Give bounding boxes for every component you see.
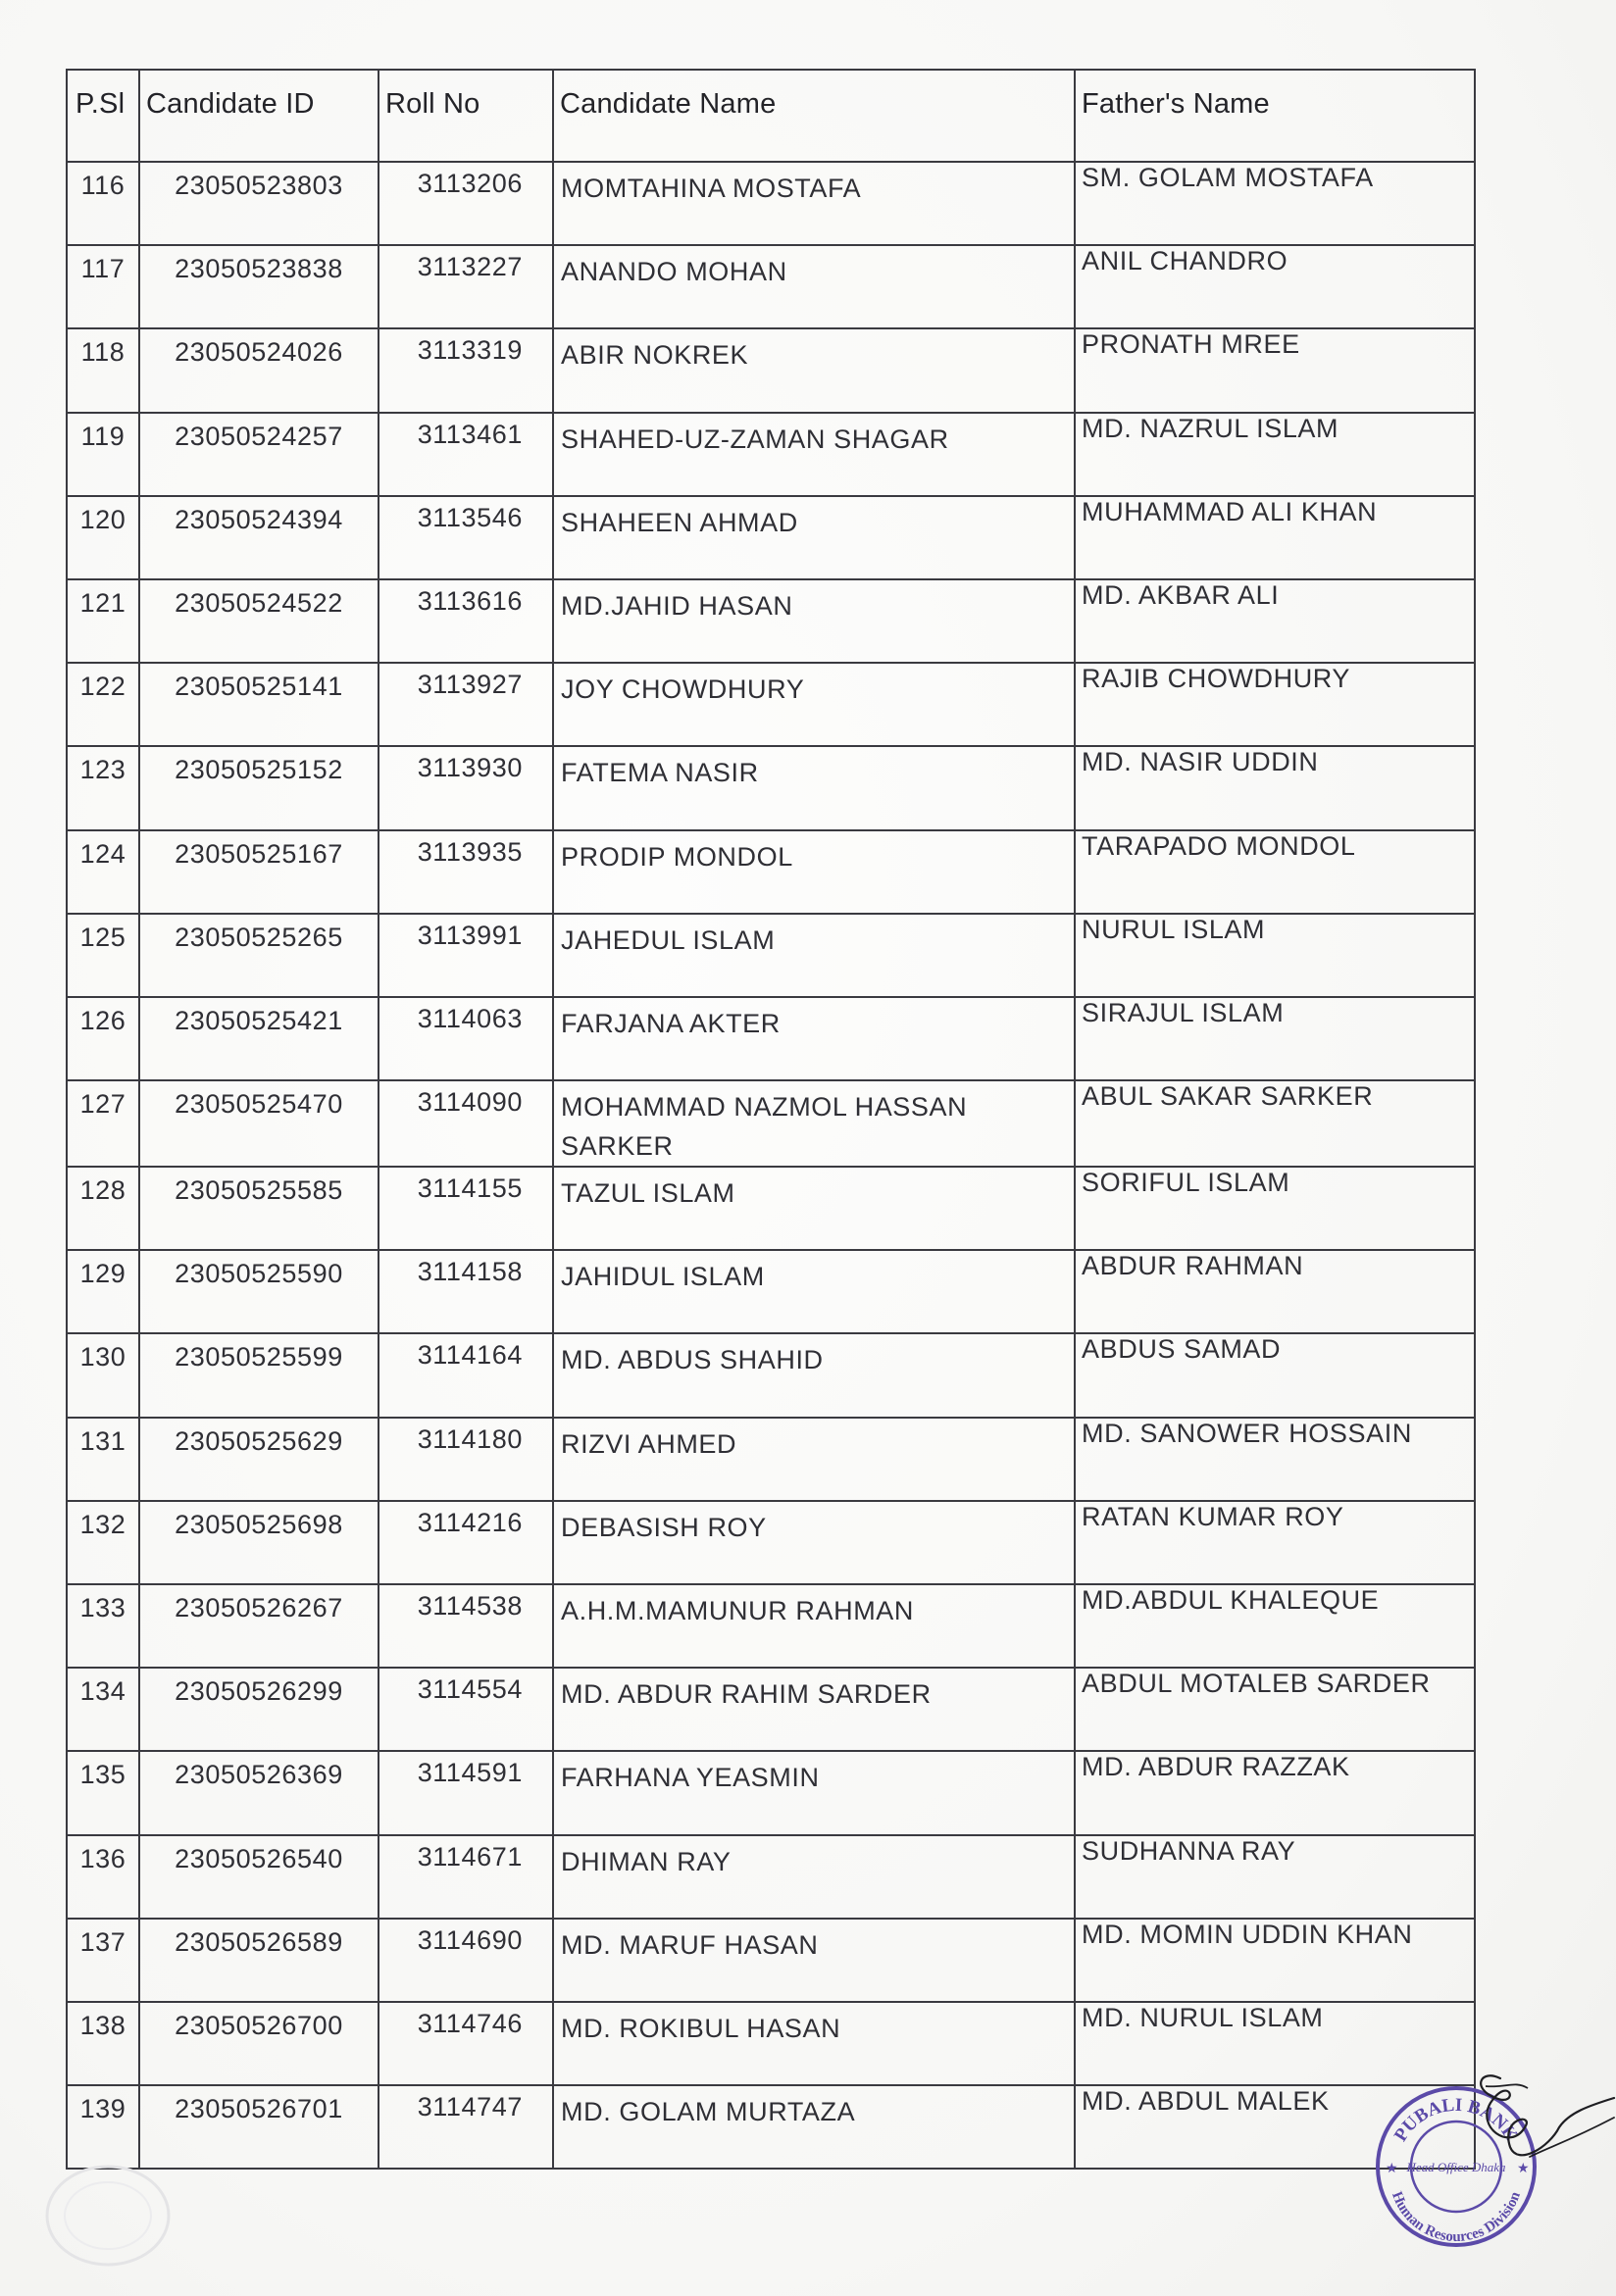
cell-psl: 118 xyxy=(67,328,139,412)
cell-psl: 125 xyxy=(67,914,139,997)
cell-psl: 136 xyxy=(67,1835,139,1919)
handwritten-signature xyxy=(1441,2059,1616,2206)
table-row xyxy=(67,1501,1475,1584)
cell-father-name: SIRAJUL ISLAM xyxy=(1075,997,1475,1080)
cell-father-name: MD. ABDUL MALEK xyxy=(1075,2085,1475,2169)
cell-candidate-id: 23050524522 xyxy=(139,579,379,663)
table-row xyxy=(67,1333,1475,1417)
cell-psl: 116 xyxy=(67,162,139,245)
cell-candidate-name: PRODIP MONDOL xyxy=(553,830,1075,914)
cell-psl: 120 xyxy=(67,496,139,579)
seal-star-right: ★ xyxy=(1517,2160,1530,2175)
cell-roll-no: 3114155 xyxy=(379,1167,553,1250)
cell-candidate-id: 23050525599 xyxy=(139,1333,379,1417)
cell-candidate-id: 23050526267 xyxy=(139,1584,379,1668)
cell-candidate-id: 23050525265 xyxy=(139,914,379,997)
header-candidate-id: Candidate ID xyxy=(139,70,379,162)
cell-candidate-name: A.H.M.MAMUNUR RAHMAN xyxy=(553,1584,1075,1668)
cell-roll-no: 3114158 xyxy=(379,1250,553,1333)
table-row xyxy=(67,1167,1475,1250)
cell-roll-no: 3113991 xyxy=(379,914,553,997)
cell-psl: 137 xyxy=(67,1919,139,2002)
cell-roll-no: 3114164 xyxy=(379,1333,553,1417)
cell-candidate-name: DHIMAN RAY xyxy=(553,1835,1075,1919)
cell-candidate-name: DEBASISH ROY xyxy=(553,1501,1075,1584)
cell-roll-no: 3113546 xyxy=(379,496,553,579)
cell-psl: 128 xyxy=(67,1167,139,1250)
cell-candidate-name: JAHIDUL ISLAM xyxy=(553,1250,1075,1333)
cell-candidate-name: FARHANA YEASMIN xyxy=(553,1751,1075,1834)
table-row xyxy=(67,245,1475,328)
cell-candidate-id: 23050524026 xyxy=(139,328,379,412)
candidate-table xyxy=(66,69,1476,2170)
cell-father-name: RATAN KUMAR ROY xyxy=(1075,1501,1475,1584)
cell-candidate-id: 23050526700 xyxy=(139,2002,379,2085)
cell-roll-no: 3113930 xyxy=(379,746,553,829)
cell-candidate-name: MD.JAHID HASAN xyxy=(553,579,1075,663)
table-row xyxy=(67,1584,1475,1668)
table-row xyxy=(67,1250,1475,1333)
cell-psl: 129 xyxy=(67,1250,139,1333)
cell-candidate-name: MD. MARUF HASAN xyxy=(553,1919,1075,2002)
cell-candidate-id: 23050525470 xyxy=(139,1080,379,1167)
cell-candidate-id: 23050525421 xyxy=(139,997,379,1080)
cell-candidate-id: 23050526589 xyxy=(139,1919,379,2002)
cell-roll-no: 3113927 xyxy=(379,663,553,746)
cell-roll-no: 3113461 xyxy=(379,413,553,496)
table-row xyxy=(67,1418,1475,1501)
cell-roll-no: 3114090 xyxy=(379,1080,553,1167)
cell-psl: 130 xyxy=(67,1333,139,1417)
cell-candidate-id: 23050525152 xyxy=(139,746,379,829)
cell-father-name: ABDUS SAMAD xyxy=(1075,1333,1475,1417)
cell-father-name: MD. NURUL ISLAM xyxy=(1075,2002,1475,2085)
cell-father-name: NURUL ISLAM xyxy=(1075,914,1475,997)
cell-roll-no: 3113935 xyxy=(379,830,553,914)
cell-father-name: MD. SANOWER HOSSAIN xyxy=(1075,1418,1475,1501)
cell-roll-no: 3114690 xyxy=(379,1919,553,2002)
cell-candidate-name: ANANDO MOHAN xyxy=(553,245,1075,328)
table-row xyxy=(67,997,1475,1080)
table-row xyxy=(67,413,1475,496)
cell-candidate-id: 23050525141 xyxy=(139,663,379,746)
cell-father-name: MUHAMMAD ALI KHAN xyxy=(1075,496,1475,579)
faded-stamp-mark xyxy=(39,2137,206,2274)
cell-candidate-id: 23050526701 xyxy=(139,2085,379,2169)
cell-candidate-id: 23050525590 xyxy=(139,1250,379,1333)
table-row xyxy=(67,2085,1475,2169)
cell-roll-no: 3114671 xyxy=(379,1835,553,1919)
cell-father-name: SUDHANNA RAY xyxy=(1075,1835,1475,1919)
cell-psl: 135 xyxy=(67,1751,139,1834)
cell-candidate-name: SHAHED-UZ-ZAMAN SHAGAR xyxy=(553,413,1075,496)
table-row xyxy=(67,2002,1475,2085)
seal-star-left: ★ xyxy=(1386,2160,1398,2175)
header-psl: P.Sl xyxy=(67,70,139,162)
table-row xyxy=(67,579,1475,663)
cell-father-name: MD. AKBAR ALI xyxy=(1075,579,1475,663)
cell-candidate-id: 23050525698 xyxy=(139,1501,379,1584)
cell-candidate-name: JAHEDUL ISLAM xyxy=(553,914,1075,997)
cell-psl: 126 xyxy=(67,997,139,1080)
cell-psl: 127 xyxy=(67,1080,139,1167)
cell-psl: 119 xyxy=(67,413,139,496)
cell-father-name: SORIFUL ISLAM xyxy=(1075,1167,1475,1250)
cell-psl: 138 xyxy=(67,2002,139,2085)
cell-candidate-name: MD. ABDUS SHAHID xyxy=(553,1333,1075,1417)
cell-father-name: ABDUL MOTALEB SARDER xyxy=(1075,1668,1475,1751)
cell-candidate-id: 23050526299 xyxy=(139,1668,379,1751)
cell-roll-no: 3113616 xyxy=(379,579,553,663)
cell-father-name: PRONATH MREE xyxy=(1075,328,1475,412)
table-row xyxy=(67,1668,1475,1751)
table-row xyxy=(67,1835,1475,1919)
cell-candidate-id: 23050526369 xyxy=(139,1751,379,1834)
cell-candidate-name: MD. ROKIBUL HASAN xyxy=(553,2002,1075,2085)
cell-father-name: MD. NAZRUL ISLAM xyxy=(1075,413,1475,496)
cell-psl: 132 xyxy=(67,1501,139,1584)
cell-candidate-id: 23050526540 xyxy=(139,1835,379,1919)
cell-roll-no: 3114538 xyxy=(379,1584,553,1668)
cell-roll-no: 3114216 xyxy=(379,1501,553,1584)
cell-father-name: MD. MOMIN UDDIN KHAN xyxy=(1075,1919,1475,2002)
header-roll-no: Roll No xyxy=(379,70,553,162)
cell-candidate-name: TAZUL ISLAM xyxy=(553,1167,1075,1250)
cell-candidate-id: 23050525585 xyxy=(139,1167,379,1250)
cell-roll-no: 3114180 xyxy=(379,1418,553,1501)
cell-roll-no: 3113227 xyxy=(379,245,553,328)
cell-candidate-name: JOY CHOWDHURY xyxy=(553,663,1075,746)
table-row xyxy=(67,162,1475,245)
cell-candidate-name: RIZVI AHMED xyxy=(553,1418,1075,1501)
cell-psl: 123 xyxy=(67,746,139,829)
cell-candidate-id: 23050523838 xyxy=(139,245,379,328)
cell-candidate-name: MD. ABDUR RAHIM SARDER xyxy=(553,1668,1075,1751)
table-row xyxy=(67,663,1475,746)
cell-father-name: RAJIB CHOWDHURY xyxy=(1075,663,1475,746)
cell-candidate-name: ABIR NOKREK xyxy=(553,328,1075,412)
cell-psl: 121 xyxy=(67,579,139,663)
cell-psl: 117 xyxy=(67,245,139,328)
cell-candidate-name: FATEMA NASIR xyxy=(553,746,1075,829)
cell-candidate-name: FARJANA AKTER xyxy=(553,997,1075,1080)
table-row xyxy=(67,914,1475,997)
table-row xyxy=(67,1919,1475,2002)
table-row xyxy=(67,496,1475,579)
cell-father-name: MD. NASIR UDDIN xyxy=(1075,746,1475,829)
cell-roll-no: 3114554 xyxy=(379,1668,553,1751)
cell-psl: 124 xyxy=(67,830,139,914)
cell-psl: 139 xyxy=(67,2085,139,2169)
cell-father-name: ABUL SAKAR SARKER xyxy=(1075,1080,1475,1167)
cell-roll-no: 3114063 xyxy=(379,997,553,1080)
cell-father-name: MD. ABDUR RAZZAK xyxy=(1075,1751,1475,1834)
cell-roll-no: 3113319 xyxy=(379,328,553,412)
seal-bottom-text: Human Resources Division xyxy=(1388,2189,1524,2246)
table-row xyxy=(67,830,1475,914)
cell-candidate-name: MOMTAHINA MOSTAFA xyxy=(553,162,1075,245)
cell-candidate-name: MD. GOLAM MURTAZA xyxy=(553,2085,1075,2169)
cell-father-name: ANIL CHANDRO xyxy=(1075,245,1475,328)
cell-roll-no: 3113206 xyxy=(379,162,553,245)
cell-roll-no: 3114746 xyxy=(379,2002,553,2085)
cell-candidate-id: 23050525167 xyxy=(139,830,379,914)
table-row xyxy=(67,1080,1475,1167)
header-father-name: Father's Name xyxy=(1075,70,1475,162)
cell-father-name: SM. GOLAM MOSTAFA xyxy=(1075,162,1475,245)
seal-top-text: PUBALI BANK xyxy=(1389,2094,1523,2146)
cell-candidate-id: 23050525629 xyxy=(139,1418,379,1501)
cell-candidate-name: MOHAMMAD NAZMOL HASSAN SARKER xyxy=(553,1080,1075,1167)
cell-father-name: MD.ABDUL KHALEQUE xyxy=(1075,1584,1475,1668)
seal-center-text: Head Office Dhaka xyxy=(1406,2160,1506,2174)
table-body xyxy=(67,162,1475,2169)
table-row xyxy=(67,746,1475,829)
cell-psl: 122 xyxy=(67,663,139,746)
cell-roll-no: 3114747 xyxy=(379,2085,553,2169)
cell-psl: 133 xyxy=(67,1584,139,1668)
table-row xyxy=(67,328,1475,412)
table-row xyxy=(67,1751,1475,1834)
cell-candidate-id: 23050523803 xyxy=(139,162,379,245)
cell-candidate-id: 23050524257 xyxy=(139,413,379,496)
table-header-row xyxy=(67,70,1475,162)
cell-father-name: ABDUR RAHMAN xyxy=(1075,1250,1475,1333)
cell-roll-no: 3114591 xyxy=(379,1751,553,1834)
header-candidate-name: Candidate Name xyxy=(553,70,1075,162)
cell-candidate-id: 23050524394 xyxy=(139,496,379,579)
cell-father-name: TARAPADO MONDOL xyxy=(1075,830,1475,914)
cell-psl: 131 xyxy=(67,1418,139,1501)
cell-candidate-name: SHAHEEN AHMAD xyxy=(553,496,1075,579)
cell-psl: 134 xyxy=(67,1668,139,1751)
